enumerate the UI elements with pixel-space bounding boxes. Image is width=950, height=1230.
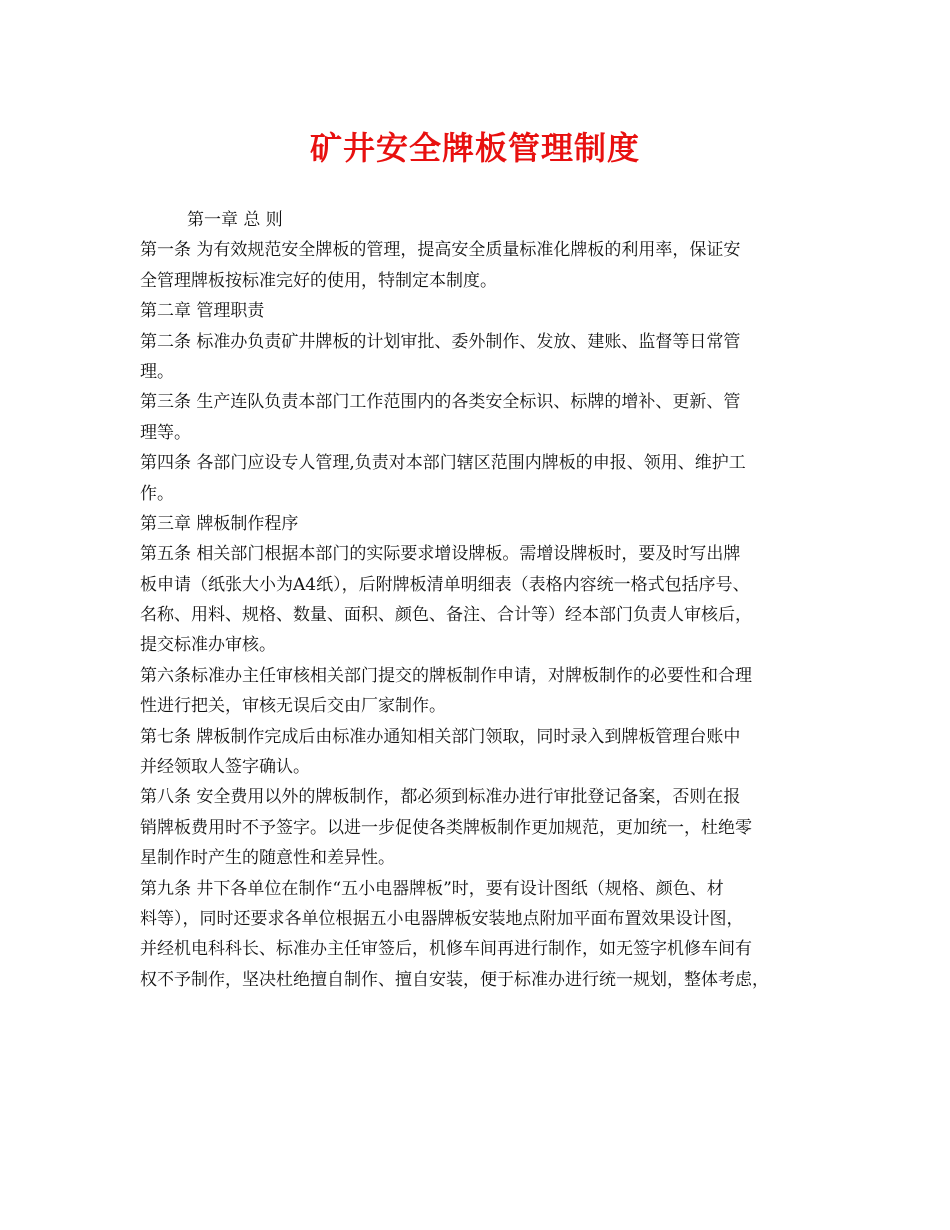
text-line: 提交标准办审核。 — [140, 635, 276, 656]
text-line: 第四条 各部门应设专人管理,负责对本部门辖区范围内牌板的申报、领用、维护工 — [140, 453, 746, 474]
text-line: 作。 — [140, 483, 174, 504]
text-line: 第一章 总 则 — [187, 210, 283, 230]
text-line: 星制作时产生的随意性和差异性。 — [140, 848, 395, 869]
text-line: 权不予制作，坚决杜绝擅自制作、擅自安装，便于标准办进行统一规划，整体考虑， — [140, 969, 769, 990]
text-line: 第二条 标准办负责矿井牌板的计划审批、委外制作、发放、建账、监督等日常管 — [140, 331, 741, 352]
text-line: 名称、用料、规格、数量、面积、颜色、备注、合计等）经本部门负责人审核后， — [140, 605, 752, 626]
text-line: 全管理牌板按标准完好的使用，特制定本制度。 — [140, 270, 497, 291]
text-line: 料等），同时还要求各单位根据五小电器牌板安装地点附加平面布置效果设计图， — [140, 908, 744, 929]
text-line: 第八条 安全费用以外的牌板制作，都必须到标准办进行审批登记备案，否则在报 — [140, 787, 741, 808]
text-line: 第七条 牌板制作完成后由标准办通知相关部门领取，同时录入到牌板管理台账中 — [140, 726, 741, 747]
text-line: 第九条 井下各单位在制作“五小电器牌板”时，要有设计图纸（规格、颜色、材 — [140, 878, 724, 899]
text-line: 板申请（纸张大小为A4纸），后附牌板清单明细表（表格内容统一格式包括序号、 — [140, 574, 750, 595]
text-line: 第三条 生产连队负责本部门工作范围内的各类安全标识、标牌的增补、更新、管 — [140, 392, 741, 413]
text-line: 第二章 管理职责 — [140, 301, 265, 322]
text-line: 销牌板费用时不予签字。以进一步促使各类牌板制作更加规范，更加统一，杜绝零 — [140, 817, 752, 838]
text-line: 并经领取人签字确认。 — [140, 757, 310, 778]
text-line: 第五条 相关部门根据本部门的实际要求增设牌板。需增设牌板时，要及时写出牌 — [140, 544, 741, 565]
document-body — [140, 205, 820, 995]
text-line: 第三章 牌板制作程序 — [140, 513, 299, 534]
text-line: 性进行把关，审核无误后交由厂家制作。 — [140, 696, 446, 717]
text-line: 第六条标准办主任审核相关部门提交的牌板制作申请，对牌板制作的必要性和合理 — [140, 665, 752, 686]
text-line: 第一条 为有效规范安全牌板的管理，提高安全质量标准化牌板的利用率，保证安 — [140, 240, 741, 261]
document-title: 矿井安全牌板管理制度 — [309, 129, 640, 167]
text-line: 理。 — [140, 361, 174, 382]
text-line: 并经机电科科长、标准办主任审签后，机修车间再进行制作，如无签字机修车间有 — [140, 939, 752, 960]
text-line: 理等。 — [140, 422, 191, 443]
